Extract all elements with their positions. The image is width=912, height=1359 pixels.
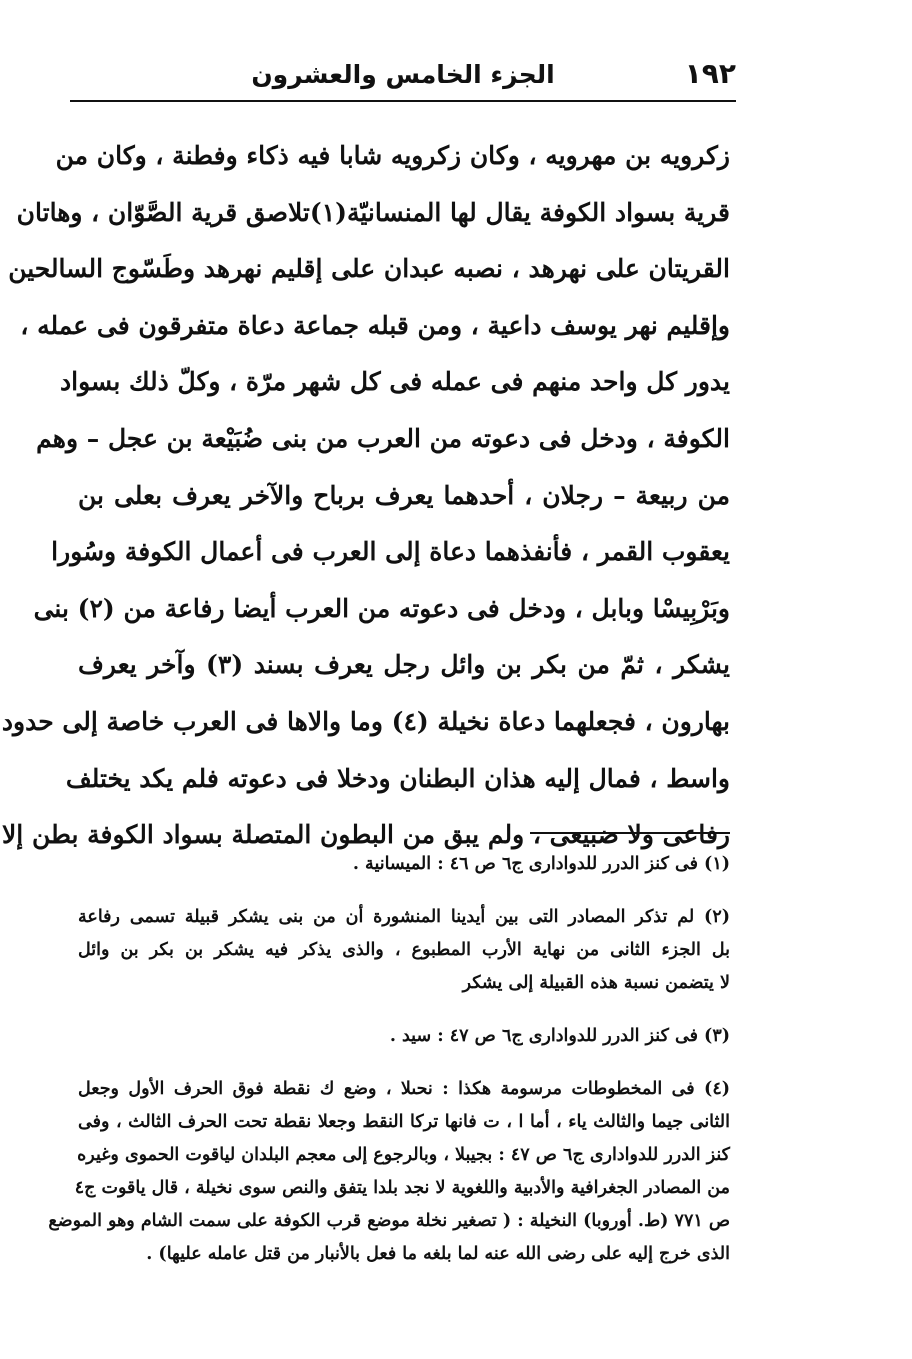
footnote-line: لا يتضمن نسبة هذه القبيلة إلى يشكر — [462, 973, 730, 993]
footnote-3 — [78, 1020, 730, 1053]
text-line: يشكر ، ثمّ من بكر بن وائل رجل يعرف بسند (٣) وآخر يعرف — [78, 650, 730, 680]
footnote-line: (٢) لم تذكر المصادر التى بين أيدينا المنشورة أن من بنى يشكر قبيلة تسمى رفاعة — [78, 907, 730, 927]
footnote-2 — [78, 901, 730, 1000]
text-line: وبَرْبِيسْا وبابل ، ودخل فى دعوته من العرب أيضا رفاعة من (٢) بنى — [33, 593, 730, 623]
footnote-line: (٣) فى كنز الدرر للدوادارى ج٦ ص ٤٧ : سيد . — [389, 1026, 730, 1046]
text-line: واسط ، فمال إليه هذان البطنان ودخلا فى دعوته فلم يكد يختلف — [65, 763, 730, 793]
text-line: بهارون ، فجعلهما دعاة نخيلة (٤) وما والاها فى العرب خاصة إلى حدود — [1, 706, 730, 736]
footnote-line: (٤) فى المخطوطات مرسومة هكذا : نحىلا ، وضع ك نقطة فوق الحرف الأول وجعل — [78, 1079, 730, 1099]
header-rule — [70, 100, 736, 102]
footnote-line: ص ٧٧١ (ط. أوروبا) النخيلة : ( تصغير نخلة موضع قرب الكوفة على سمت الشام وهو الموضع — [48, 1211, 730, 1231]
page-header — [70, 52, 736, 100]
footnote-line: الذى خرج إليه على رضى الله عنه لما بلغه ما فعل بالأنبار من قتل عامله عليها) . — [146, 1244, 730, 1264]
running-title: الجزء الخامس والعشرون — [251, 60, 555, 89]
text-line: القريتان على نهرهد ، نصبه عبدان على إقليم نهرهد وطَسّوج السالحين — [8, 254, 730, 284]
footnote-line: بل الجزء الثانى من نهاية الأرب المطبوع ، والذى يذكر فيه يشكر بن بكر بن وائل — [78, 940, 730, 960]
page-number: ١٩٢ — [684, 57, 736, 90]
text-line: من ربيعة – رجلان ، أحدهما يعرف برباح والآخر يعرف بعلى بن — [78, 480, 730, 510]
text-line: قرية بسواد الكوفة يقال لها المنسانيّة(١)تلاصق قرية الصَّوّان ، وهاتان — [16, 197, 730, 227]
footnote-separator — [530, 832, 730, 834]
footnotes — [48, 848, 730, 1271]
footnote-line: الثانى جيما والثالث ياء ، أما ا ، ت فانها تركا النقط وجعلا نقطة تحت الحرف الثالث ، وفى — [78, 1112, 730, 1132]
text-line: رفاعى ولا ضبيعى ، ولم يبق من البطون المتصلة بسواد الكوفة بطن إلا — [2, 820, 730, 850]
text-line: زكرويه بن مهرويه ، وكان زكرويه شابا فيه ذكاء وفطنة ، وكان من — [55, 141, 730, 170]
text-line: يعقوب القمر ، فأنفذهما دعاة إلى العرب فى أعمال الكوفة وسُورا — [51, 537, 730, 567]
footnote-line: كنز الدرر للدوادارى ج٦ ص ٤٧ : بجيبلا ، وبالرجوع إلى معجم البلدان لياقوت الحموى وغيره — [77, 1145, 730, 1165]
footnote-1 — [78, 848, 730, 881]
footnote-line: من المصادر الجغرافية والأدبية واللغوية لا نجد بلدا يتفق والنص سوى نخيلة ، قال ياقوت ج٤ — [74, 1178, 730, 1198]
text-line: يدور كل واحد منهم فى عمله فى كل شهر مرّة ، وكلّ ذلك بسواد — [60, 367, 730, 397]
footnote-line: (١) فى كنز الدرر للدوادارى ج٦ ص ٤٦ : الميسانية . — [352, 854, 730, 874]
footnote-4 — [48, 1073, 730, 1271]
main-text — [1, 128, 730, 864]
text-line: الكوفة ، ودخل فى دعوته من العرب من بنى ضُبَيْعة بن عجل – وهم — [36, 423, 730, 453]
text-line: وإقليم نهر يوسف داعية ، ومن قبله جماعة دعاة متفرقون فى عمله ، — [20, 310, 730, 340]
